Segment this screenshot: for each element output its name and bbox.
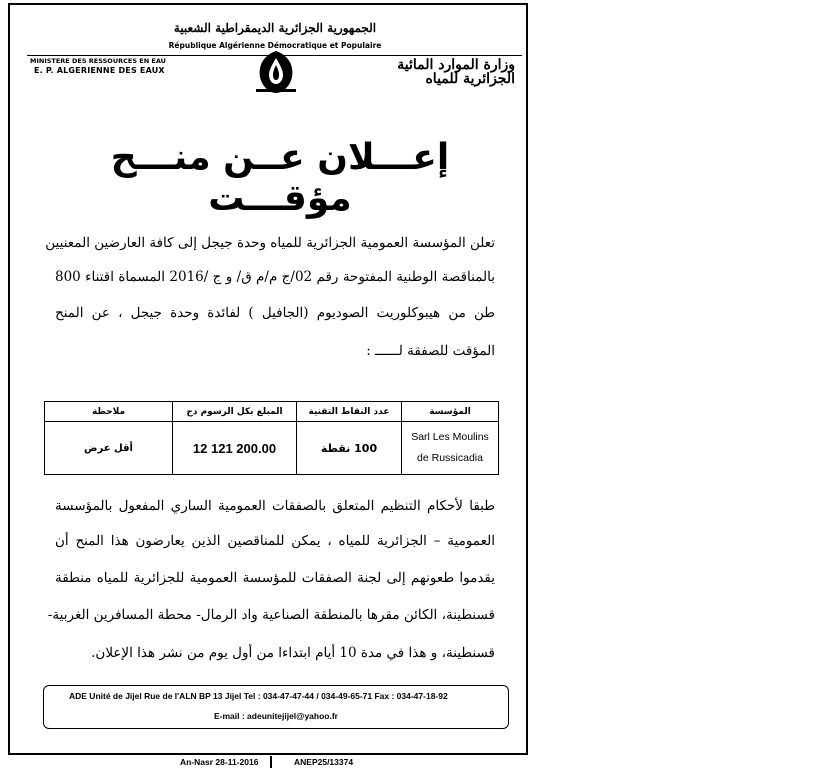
contact-box (43, 685, 509, 729)
award-table (44, 401, 499, 475)
header-company: المؤسسة (402, 402, 499, 422)
company-name-line2: de Russicadia (417, 452, 483, 464)
body-line: قسنطينة، الكائن مقرها بالمنطقة الصناعية واد الرمال- محطة المسافرين الغربية- (47, 607, 495, 623)
cell-points: 100 نقطة (297, 422, 402, 475)
intro-line: المؤقت للصفقة لــــــ : (366, 343, 495, 359)
ministry-name-french: MINISTERE DES RESSOURCES EN EAU (30, 57, 166, 65)
header-amount: المبلغ بكل الرسوم دج (173, 402, 297, 422)
table-header-row (45, 402, 499, 422)
ade-logo-icon (254, 49, 298, 95)
publication-reference: An-Nasr 28-11-2016 (180, 757, 259, 767)
body-line: قسنطينة، و هذا في مدة 10 أيام ابتداءا من أول يوم من نشر هذا الإعلان. (91, 645, 495, 661)
header-note: ملاحظة (45, 402, 173, 422)
cell-amount: 12 121 200.00 (173, 422, 297, 475)
cell-note: أقل عرض (45, 422, 173, 475)
cell-company (402, 422, 499, 475)
header-points: عدد النقاط التقنية (297, 402, 402, 422)
ministry-name-arabic: وزارة الموارد المائية (397, 57, 515, 73)
contact-email: E-mail : adeunitejijel@yahoo.fr (213, 711, 338, 721)
announcement-frame (8, 3, 528, 755)
announcement-title: إعـــلان عــن منـــح مؤقـــت (110, 137, 450, 219)
intro-line: تعلن المؤسسة العمومية الجزائرية للمياه وحدة جيجل إلى كافة العارضين المعنيين (45, 235, 495, 251)
ade-name-french: E. P. ALGERIENNE DES EAUX (34, 66, 165, 75)
company-name-line1: Sarl Les Moulins (411, 431, 489, 443)
table-row (45, 422, 499, 475)
anep-reference: ANEP25/13374 (294, 757, 354, 767)
body-line: يقدموا طعونهم إلى لجنة الصفقات للمؤسسة العمومية للجزائرية للمياه منطقة (55, 570, 495, 586)
body-line: العمومية – الجزائرية للمياه ، يمكن للمناقصين الذين يعارضون هذا المنح أن (55, 533, 495, 549)
intro-line: طن من هيبوكلوريت الصوديوم (الجافيل ) لفائدة وحدة جيجل ، عن المنح (55, 305, 495, 321)
body-line: طبقا لأحكام التنظيم المتعلق بالصفقات العمومية الساري المفعول بالمؤسسة (55, 498, 495, 514)
ade-name-arabic: الجزائرية للمياه (425, 71, 515, 87)
contact-address-phone: ADE Unité de Jijel Rue de l'ALN BP 13 Jijel Tel : 034-47-47-44 / 034-49-65-71 Fax : 034-47-18-92 (69, 691, 448, 701)
footer-divider (270, 756, 272, 768)
republic-name-french: République Algérienne Démocratique et Populaire (168, 41, 382, 50)
intro-line: بالمناقصة الوطنية المفتوحة رقم 02/ج م/م ق/ و ج /2016 المسماة اقتناء 800 (55, 269, 496, 285)
republic-name-arabic: الجمهورية الجزائرية الديمقراطية الشعبية (173, 21, 377, 35)
